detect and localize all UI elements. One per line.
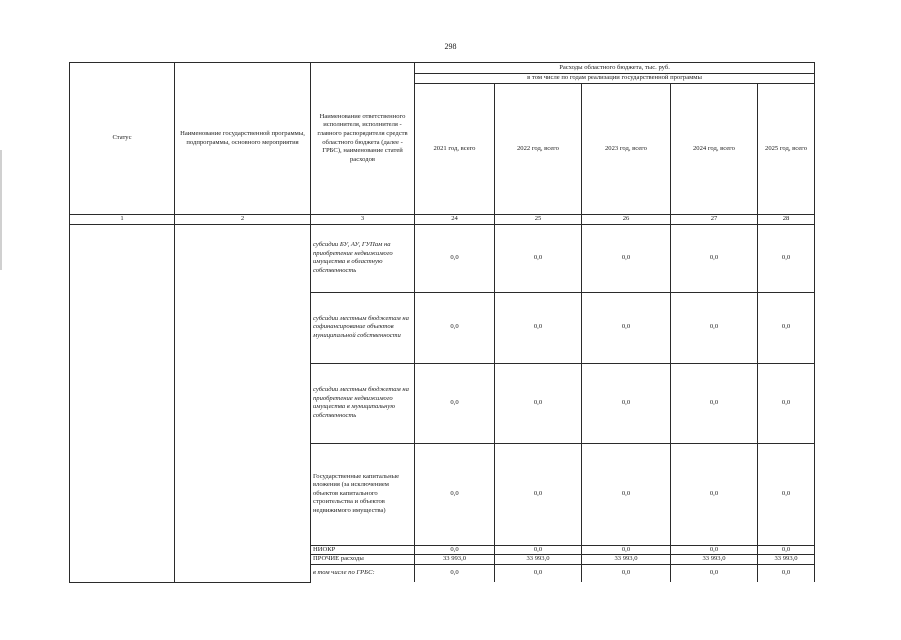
value-cell: 0,0 [671, 443, 758, 545]
row-label: в том числе по ГРБС: [311, 564, 415, 582]
value-cell: 0,0 [415, 363, 495, 443]
value-cell: 0,0 [495, 545, 582, 555]
value-cell: 0,0 [758, 545, 815, 555]
value-cell: 0,0 [495, 564, 582, 582]
value-cell: 33 993,0 [671, 555, 758, 565]
value-cell: 0,0 [582, 292, 671, 363]
header-program-name: Наименование государственной программы, подпрограммы, основного мероприятия [175, 63, 311, 215]
header-year-2021: 2021 год, всего [415, 84, 495, 215]
value-cell: 0,0 [758, 363, 815, 443]
row-label: ПРОЧИЕ расходы [311, 555, 415, 565]
value-cell: 0,0 [495, 292, 582, 363]
value-cell: 0,0 [671, 292, 758, 363]
value-cell: 0,0 [758, 224, 815, 292]
value-cell: 0,0 [582, 564, 671, 582]
value-cell: 0,0 [582, 363, 671, 443]
status-cell [70, 224, 175, 582]
value-cell: 0,0 [671, 564, 758, 582]
column-number: 27 [671, 215, 758, 225]
row-label: субсидии местным бюджетам на приобретение недвижимого имущества в муниципальную собственность [311, 363, 415, 443]
value-cell: 33 993,0 [758, 555, 815, 565]
header-year-2025: 2025 год, всего [758, 84, 815, 215]
value-cell: 0,0 [671, 545, 758, 555]
column-number: 24 [415, 215, 495, 225]
value-cell: 0,0 [415, 443, 495, 545]
value-cell: 0,0 [415, 545, 495, 555]
value-cell: 33 993,0 [582, 555, 671, 565]
value-cell: 0,0 [495, 224, 582, 292]
header-year-2022: 2022 год, всего [495, 84, 582, 215]
header-budget-group: Расходы областного бюджета, тыс. руб. [415, 63, 815, 74]
value-cell: 0,0 [671, 363, 758, 443]
column-number: 25 [495, 215, 582, 225]
column-number: 28 [758, 215, 815, 225]
value-cell: 0,0 [415, 564, 495, 582]
value-cell: 0,0 [582, 224, 671, 292]
value-cell: 0,0 [758, 564, 815, 582]
value-cell: 33 993,0 [415, 555, 495, 565]
value-cell: 0,0 [758, 292, 815, 363]
row-label: субсидии местным бюджетам на софинансирование объектов муниципальной собственности [311, 292, 415, 363]
header-year-2023: 2023 год, всего [582, 84, 671, 215]
column-number: 3 [311, 215, 415, 225]
column-number: 26 [582, 215, 671, 225]
row-label: НИОКР [311, 545, 415, 555]
page-number: 298 [444, 42, 457, 51]
value-cell: 0,0 [495, 363, 582, 443]
program-name-cell [175, 224, 311, 582]
value-cell: 0,0 [582, 443, 671, 545]
row-label: субсидии БУ, АУ, ГУПам на приобретение недвижимого имущества в областную собственность [311, 224, 415, 292]
row-label: Государственные капитальные вложения (за исключением объектов капитального строительства и объектов недвижимого имущества) [311, 443, 415, 545]
value-cell: 0,0 [758, 443, 815, 545]
header-executor: Наименование ответственного исполнителя, исполнителя - главного распорядителя средств областного бюджета (далее - ГРБС), наименование статей расходов [311, 63, 415, 215]
header-by-years: в том числе по годам реализации государственной программы [415, 74, 815, 84]
value-cell: 0,0 [415, 292, 495, 363]
header-status: Статус [70, 63, 175, 215]
header-year-2024: 2024 год, всего [671, 84, 758, 215]
value-cell: 0,0 [671, 224, 758, 292]
column-number: 2 [175, 215, 311, 225]
value-cell: 0,0 [495, 443, 582, 545]
value-cell: 33 993,0 [495, 555, 582, 565]
budget-table [69, 62, 815, 583]
value-cell: 0,0 [582, 545, 671, 555]
column-number: 1 [70, 215, 175, 225]
scan-edge-left [0, 150, 2, 270]
value-cell: 0,0 [415, 224, 495, 292]
table-row [70, 224, 815, 292]
